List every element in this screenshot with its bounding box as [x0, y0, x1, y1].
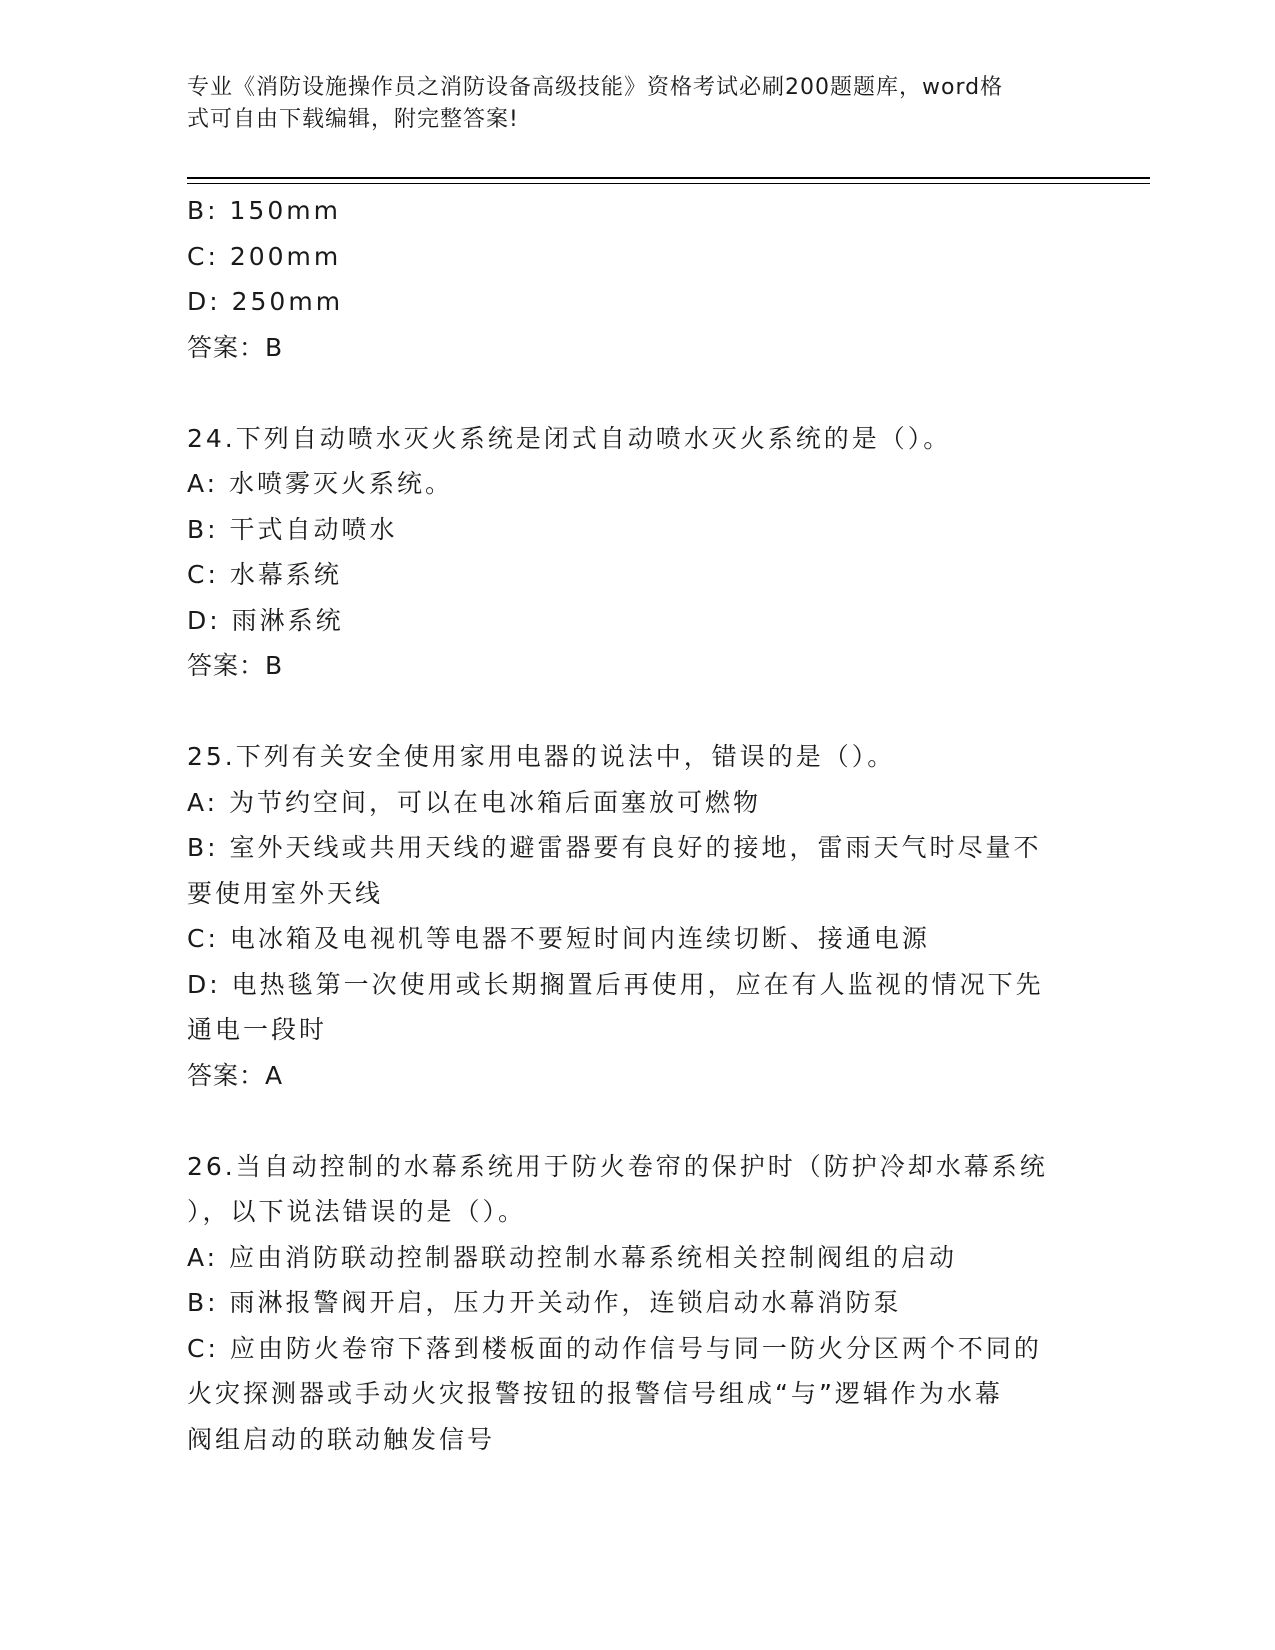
question-23-block: [187, 188, 1087, 370]
spacer: [187, 1098, 1087, 1144]
q25-answer: 答案：A: [187, 1060, 284, 1090]
header-divider-thick: [187, 177, 1150, 179]
q26-question-line-2: ），以下说法错误的是（）。: [187, 1197, 527, 1226]
q24-option-d: D: 雨淋系统: [187, 605, 344, 635]
page-header: [187, 72, 1087, 136]
q25-option-c: C: 电冰箱及电视机等电器不要短时间内连续切断、接通电源: [187, 924, 930, 953]
spacer: [187, 370, 1087, 416]
q25-option-d-line-1: D: 电热毯第一次使用或长期搁置后再使用，应在有人监视的情况下先: [187, 969, 1044, 999]
header-line-1: 专业《消防设施操作员之消防设备高级技能》资格考试必刷200题题库，word格: [187, 75, 1004, 100]
q23-option-b: B: 150mm: [187, 196, 341, 225]
q24-option-b: B: 干式自动喷水: [187, 514, 398, 544]
question-25-block: [187, 734, 1087, 1098]
q26-option-a: A: 应由消防联动控制器联动控制水幕系统相关控制阀组的启动: [187, 1242, 958, 1272]
q26-option-b: B: 雨淋报警阀开启，压力开关动作，连锁启动水幕消防泵: [187, 1288, 902, 1317]
spacer: [187, 689, 1087, 735]
q24-option-c: C: 水幕系统: [187, 560, 342, 589]
q24-question: 24.下列自动喷水灭火系统是闭式自动喷水灭火系统的是（）。: [187, 423, 952, 453]
q26-option-c-line-1: C: 应由防火卷帘下落到楼板面的动作信号与同一防火分区两个不同的: [187, 1333, 1042, 1363]
q23-option-c: C: 200mm: [187, 241, 342, 271]
q26-option-c-line-2: 火灾探测器或手动火灾报警按钮的报警信号组成“与”逻辑作为水幕: [187, 1379, 1003, 1408]
q25-question: 25.下列有关安全使用家用电器的说法中，错误的是（）。: [187, 742, 896, 771]
q25-option-a: A: 为节约空间，可以在电冰箱后面塞放可燃物: [187, 787, 762, 817]
header-divider-thin: [187, 183, 1150, 184]
question-26-block: [187, 1144, 1087, 1463]
header-line-2: 式可自由下载编辑，附完整答案!: [187, 107, 519, 132]
q26-question-line-1: 26.当自动控制的水幕系统用于防火卷帘的保护时（防护冷却水幕系统: [187, 1151, 1048, 1181]
question-content: [187, 188, 1087, 1462]
q25-option-b-line-2: 要使用室外天线: [187, 878, 384, 908]
q25-option-d-line-2: 通电一段时: [187, 1015, 328, 1044]
q23-option-d: D: 250mm: [187, 287, 344, 316]
q24-answer: 答案：B: [187, 651, 284, 680]
q26-option-c-line-3: 阀组启动的联动触发信号: [187, 1424, 496, 1454]
q24-option-a: A: 水喷雾灭火系统。: [187, 469, 454, 498]
question-24-block: [187, 416, 1087, 689]
q23-answer: 答案：B: [187, 332, 284, 362]
q25-option-b-line-1: B: 室外天线或共用天线的避雷器要有良好的接地，雷雨天气时尽量不: [187, 833, 1042, 862]
